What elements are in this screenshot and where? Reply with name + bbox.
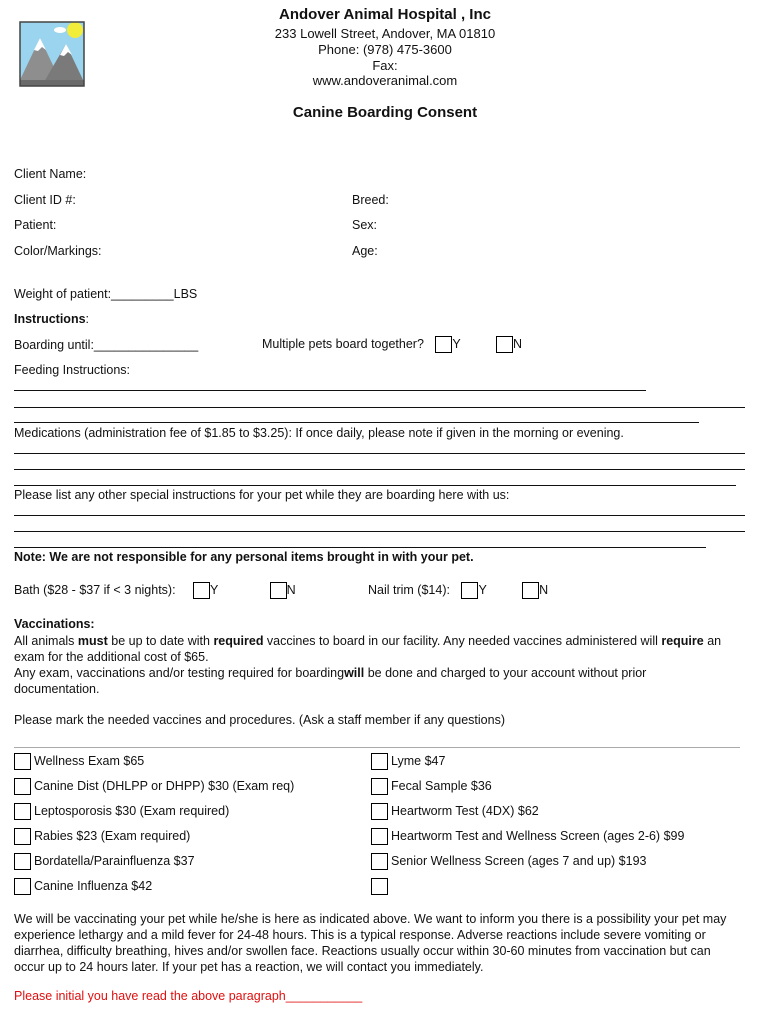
hospital-website: www.andoveranimal.com — [312, 73, 458, 88]
feeding-instructions-label: Feeding Instructions: — [14, 363, 131, 377]
vaccinations-requirement-text: All animals must be up to date with required vaccines to board in our facility. Any needed vaccines administered will require an exam for the additional cost of $65. Any exam, vaccinations and/or testing required for boardingwill be done and charged to your account without prior documentation. — [14, 634, 722, 696]
vaccine-checkbox[interactable] — [14, 778, 31, 795]
vaccine-item: Canine Influenza $42 — [14, 878, 152, 903]
multiple-pets-row — [262, 336, 522, 353]
vaccine-checkbox[interactable] — [371, 778, 388, 795]
no-label: N — [539, 582, 549, 597]
vaccine-item: Bordatella/Parainfluenza $37 — [14, 853, 195, 878]
form-title: Canine Boarding Consent — [292, 104, 478, 121]
nail-trim-no-checkbox[interactable] — [522, 582, 539, 599]
vaccine-checkbox[interactable] — [14, 878, 31, 895]
vaccine-item: Rabies $23 (Exam required) — [14, 828, 190, 853]
vaccine-checkbox[interactable] — [371, 878, 388, 895]
vaccine-item — [371, 878, 391, 903]
vaccine-checkbox[interactable] — [371, 828, 388, 845]
vaccine-checkbox[interactable] — [14, 803, 31, 820]
multiple-pets-label: Multiple pets board together? — [262, 336, 424, 351]
boarding-until-field[interactable]: Boarding until:_______________ — [14, 338, 199, 352]
medications-line-3[interactable] — [14, 485, 736, 486]
no-label: N — [513, 336, 523, 351]
vaccine-item: Heartworm Test and Wellness Screen (ages 2-6) $99 — [371, 828, 684, 853]
vaccine-item: Heartworm Test (4DX) $62 — [371, 803, 539, 828]
age-label: Age: — [352, 244, 378, 258]
mark-vaccines-instruction: Please mark the needed vaccines and procedures. (Ask a staff member if any questions) — [14, 713, 505, 727]
client-name-label: Client Name: — [14, 167, 87, 181]
bath-no-checkbox[interactable] — [270, 582, 287, 599]
nail-trim-yes-checkbox[interactable] — [461, 582, 478, 599]
vaccinations-heading: Vaccinations: — [14, 617, 95, 631]
hospital-phone: Phone: (978) 475-3600 — [318, 42, 452, 57]
bath-yes-checkbox[interactable] — [193, 582, 210, 599]
personal-items-note: Note: We are not responsible for any personal items brought in with your pet. — [14, 550, 474, 564]
hospital-address: 233 Lowell Street, Andover, MA 01810 — [274, 26, 496, 41]
vaccine-item: Canine Dist (DHLPP or DHPP) $30 (Exam req) — [14, 778, 294, 803]
special-line-1[interactable] — [14, 515, 745, 516]
bath-row — [14, 582, 296, 599]
instructions-heading: Instructions: — [14, 312, 90, 326]
vaccine-checkbox[interactable] — [14, 828, 31, 845]
hospital-name: Andover Animal Hospital , Inc — [279, 6, 491, 23]
vaccine-checkbox[interactable] — [371, 803, 388, 820]
vaccine-item: Senior Wellness Screen (ages 7 and up) $193 — [371, 853, 646, 878]
special-line-3[interactable] — [14, 547, 706, 548]
feeding-line-1[interactable] — [14, 390, 646, 391]
breed-label: Breed: — [352, 193, 389, 207]
multiple-pets-yes-checkbox[interactable] — [435, 336, 452, 353]
color-markings-label: Color/Markings: — [14, 244, 102, 258]
vaccine-item: Wellness Exam $65 — [14, 753, 144, 778]
weight-field[interactable]: Weight of patient:_________LBS — [14, 287, 198, 301]
nail-trim-label: Nail trim ($14): — [368, 582, 450, 597]
client-id-label: Client ID #: — [14, 193, 76, 207]
yes-label: Y — [478, 582, 487, 597]
vaccine-table — [14, 747, 740, 893]
vaccine-checkbox[interactable] — [14, 753, 31, 770]
patient-label: Patient: — [14, 218, 57, 232]
vaccine-checkbox[interactable] — [14, 853, 31, 870]
initial-field[interactable]: Please initial you have read the above paragraph___________ — [14, 989, 363, 1003]
vaccine-item: Fecal Sample $36 — [371, 778, 492, 803]
nail-trim-row — [368, 582, 548, 599]
bath-label: Bath ($28 - $37 if < 3 nights): — [14, 582, 176, 597]
vaccine-checkbox[interactable] — [371, 753, 388, 770]
no-label: N — [286, 582, 296, 597]
hospital-fax: Fax: — [372, 58, 398, 73]
medications-label: Medications (administration fee of $1.85 to $3.25): If once daily, please note if given in the morning or evening. — [14, 426, 624, 440]
vaccine-checkbox[interactable] — [371, 853, 388, 870]
yes-label: Y — [210, 582, 219, 597]
medications-line-1[interactable] — [14, 453, 745, 454]
vaccine-item: Lyme $47 — [371, 753, 445, 778]
reaction-warning-text: We will be vaccinating your pet while he/she is here as indicated above. We want to inform you there is a possibility your pet may experience lethargy and a mild fever for 24-48 hours. This is a typical response. Adverse reactions include severe vomiting or diarrhea, difficulty breathing, hives and/or swollen face. Reactions usually occur within 30-60 minutes from vaccination but can occur up to 24 hours later. If your pet has a reaction, we will contact you immediately. — [14, 912, 727, 974]
multiple-pets-no-checkbox[interactable] — [496, 336, 513, 353]
feeding-line-3[interactable] — [14, 422, 699, 423]
medications-line-2[interactable] — [14, 469, 745, 470]
yes-label: Y — [452, 336, 461, 351]
sex-label: Sex: — [352, 218, 378, 232]
special-instructions-label: Please list any other special instructions for your pet while they are boarding here with us: — [14, 488, 510, 502]
special-line-2[interactable] — [14, 531, 745, 532]
feeding-line-2[interactable] — [14, 407, 745, 408]
vaccine-item: Leptosporosis $30 (Exam required) — [14, 803, 229, 828]
